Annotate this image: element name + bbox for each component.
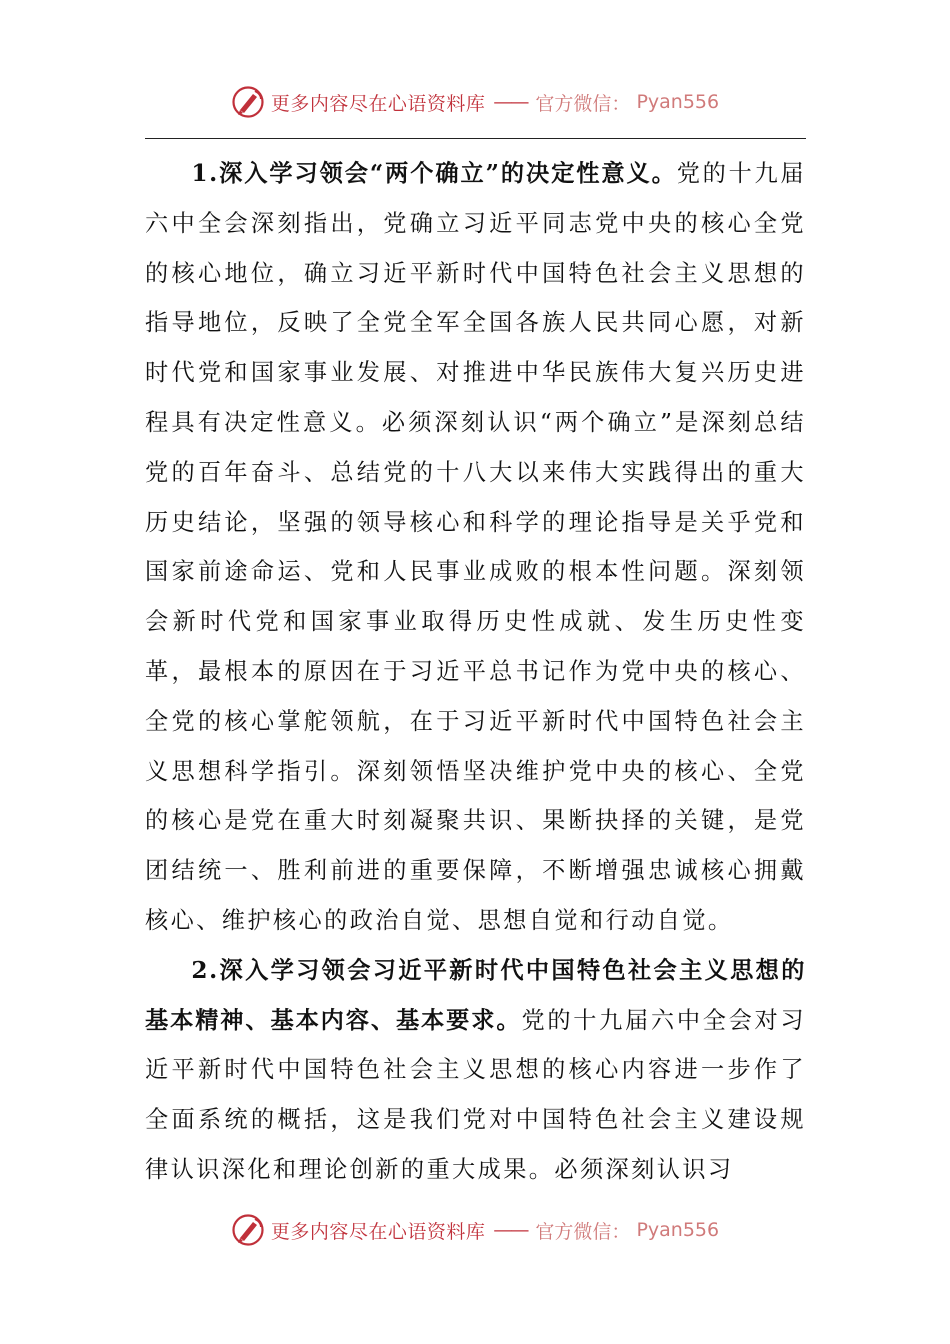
watermark-main-text: 更多内容尽在心语资料库 (270, 92, 486, 115)
watermark-account-id: Pyan556 (636, 1219, 720, 1241)
footer-watermark-banner (0, 1210, 950, 1250)
paragraph-2-heading: 2.深入学习领会习近平新时代中国特色社会主义思想的基本精神、基本内容、基本要求。 (145, 956, 806, 1034)
watermark-official-label: 官方微信： (535, 92, 631, 115)
pen-nib-logo-icon (231, 85, 265, 119)
paragraph-2 (145, 946, 806, 1195)
paragraph-2-body: 党的十九届六中全会对习近平新时代中国特色社会主义思想的核心内容进一步作了全面系统的概括，这是我们党对中国特色社会主义建设规律认识深化和理论创新的重大成果。必须深刻认识习 (145, 1006, 807, 1183)
paragraph-1-body: 党的十九届六中全会深刻指出，党确立习近平同志党中央的核心全党的核心地位，确立习近平新时代中国特色社会主义思想的指导地位，反映了全党全军全国各族人民共同心愿，对新时代党和国家事业发展、对推进中华民族伟大复兴历史进程具有决定性意义。必须深刻认识“两个确立”是深刻总结党的百年奋斗、总结党的十八大以来伟大实践得出的重大历史结论，坚强的领导核心和科学的理论指导是关乎党和国家前途命运、党和人民事业成败的根本性问题。深刻领会新时代党和国家事业取得历史性成就、发生历史性变革，最根本的原因在于习近平总书记作为党中央的核心、全党的核心掌舵领航，在于习近平新时代中国特色社会主义思想科学指引。深刻领悟坚决维护党中央的核心、全党的核心是党在重大时刻凝聚共识、果断抉择的关键，是党团结统一、胜利前进的重要保障，不断增强忠诚核心拥戴核心、维护核心的政治自觉、思想自觉和行动自觉。 (145, 160, 807, 934)
paragraph-1 (145, 149, 806, 946)
watermark-account-id: Pyan556 (636, 91, 720, 113)
watermark-official-label: 官方微信： (535, 1220, 631, 1243)
pen-nib-logo-icon (231, 1213, 265, 1247)
watermark-main-text: 更多内容尽在心语资料库 (270, 1220, 486, 1243)
paragraph-1-heading: 1.深入学习领会“两个确立”的决定性意义。 (191, 160, 677, 187)
header-watermark-banner (0, 82, 950, 122)
watermark-separator: —— (493, 1219, 528, 1241)
watermark-separator: —— (493, 91, 528, 113)
header-divider (145, 138, 806, 139)
document-body (145, 149, 806, 1195)
